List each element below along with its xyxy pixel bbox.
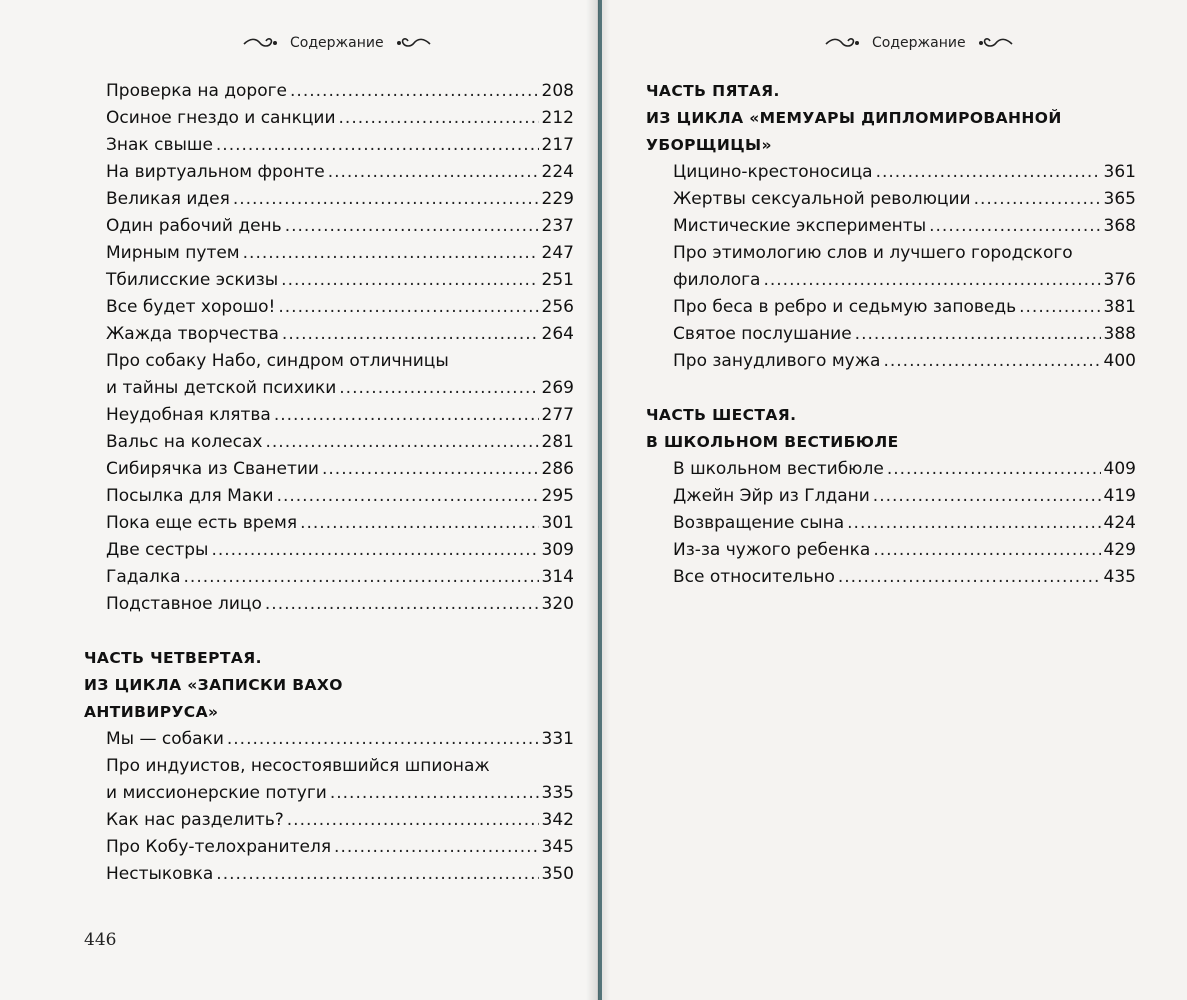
entry-page: 320: [541, 594, 574, 614]
toc-entry[interactable]: [106, 726, 574, 753]
leader-dots: [278, 294, 538, 321]
right-page: [602, 0, 1187, 1000]
entry-page: 229: [541, 189, 574, 209]
entry-title: Про занудливого мужа: [673, 351, 881, 371]
entry-title: Проверка на дороге: [106, 81, 288, 101]
part-heading[interactable]: ИЗ ЦИКЛА «МЕМУАРЫ ДИПЛОМИРОВАННОЙ: [646, 109, 1062, 127]
entry-title: Тбилисские эскизы: [106, 270, 279, 290]
leader-dots: [184, 564, 539, 591]
toc-entry[interactable]: [673, 321, 1136, 348]
entry-page: 269: [541, 378, 574, 398]
entry-title: Мистические эксперименты: [673, 216, 927, 236]
entry-page: 281: [541, 432, 574, 452]
leader-dots: [887, 456, 1101, 483]
toc-entry[interactable]: [673, 483, 1136, 510]
entry-page: 295: [541, 486, 574, 506]
entry-title: Посылка для Маки: [106, 486, 274, 506]
toc-entry[interactable]: [673, 348, 1136, 375]
leader-dots: [838, 564, 1101, 591]
entry-page: 247: [541, 243, 574, 263]
entry-page: 429: [1103, 540, 1136, 560]
entry-title: Нестыковка: [106, 864, 214, 884]
toc-entry[interactable]: [673, 537, 1136, 564]
leader-dots: [1019, 294, 1100, 321]
toc-entry[interactable]: [106, 861, 574, 888]
toc-entry[interactable]: [106, 186, 574, 213]
entry-title: Мирным путем: [106, 243, 240, 263]
entry-title: Из-за чужого ребенка: [673, 540, 871, 560]
entry-page: 224: [541, 162, 574, 182]
entry-page: 256: [541, 297, 574, 317]
entry-title: Все относительно: [673, 567, 835, 587]
toc-entry[interactable]: [106, 132, 574, 159]
entry-title: Жертвы сексуальной революции: [673, 189, 971, 209]
leader-dots: [243, 240, 539, 267]
toc-entry[interactable]: [106, 537, 574, 564]
entry-page: 400: [1103, 351, 1136, 371]
toc-entry[interactable]: [106, 294, 574, 321]
leader-dots: [330, 780, 539, 807]
entry-title: Гадалка: [106, 567, 181, 587]
part-heading[interactable]: ЧАСТЬ ПЯТАЯ.: [646, 82, 780, 100]
leader-dots: [227, 726, 539, 753]
toc-entry[interactable]: [106, 375, 574, 402]
toc-entry[interactable]: [106, 510, 574, 537]
entry-title-line1[interactable]: Про собаку Набо, синдром отличницы: [106, 351, 449, 371]
leader-dots: [211, 537, 538, 564]
spacer: [646, 375, 1136, 402]
toc-right: [646, 78, 1136, 591]
entry-page: 345: [541, 837, 574, 857]
running-header-title: Содержание: [290, 35, 384, 51]
leader-dots: [339, 375, 538, 402]
entry-title: Как нас разделить?: [106, 810, 284, 830]
entry-page: 251: [541, 270, 574, 290]
leader-dots: [265, 429, 538, 456]
leader-dots: [216, 132, 539, 159]
toc-entry[interactable]: [106, 807, 574, 834]
leader-dots: [290, 78, 539, 105]
book-spine-shadow: [586, 0, 610, 1000]
entry-page: 419: [1103, 486, 1136, 506]
entry-title: Неудобная клятва: [106, 405, 271, 425]
entry-page: 424: [1103, 513, 1136, 533]
leader-dots: [974, 186, 1101, 213]
entry-page: 286: [541, 459, 574, 479]
toc-entry[interactable]: [673, 564, 1136, 591]
entry-title: Сибирячка из Сванетии: [106, 459, 319, 479]
entry-title: Две сестры: [106, 540, 209, 560]
ornament-right-icon: [976, 35, 1014, 51]
running-header-left: [242, 32, 432, 54]
part-heading[interactable]: ЧАСТЬ ЧЕТВЕРТАЯ.: [84, 649, 262, 667]
toc-entry[interactable]: [106, 78, 574, 105]
ornament-right-icon: [394, 35, 432, 51]
toc-entry[interactable]: [106, 780, 574, 807]
page-number: 446: [84, 930, 117, 950]
part-heading[interactable]: В ШКОЛЬНОМ ВЕСТИБЮЛЕ: [646, 433, 899, 451]
leader-dots: [929, 213, 1100, 240]
toc-entry[interactable]: [106, 402, 574, 429]
leader-dots: [855, 321, 1101, 348]
toc-entry[interactable]: [673, 510, 1136, 537]
entry-page: 368: [1103, 216, 1136, 236]
entry-page: 212: [541, 108, 574, 128]
leader-dots: [883, 348, 1100, 375]
toc-entry[interactable]: [106, 834, 574, 861]
entry-title: Один рабочий день: [106, 216, 282, 236]
entry-page: 301: [541, 513, 574, 533]
toc-entry[interactable]: [106, 591, 574, 618]
toc-entry[interactable]: [106, 483, 574, 510]
part-heading[interactable]: АНТИВИРУСА»: [84, 703, 219, 721]
entry-title: Вальс на колесах: [106, 432, 263, 452]
leader-dots: [233, 186, 539, 213]
entry-page: 435: [1103, 567, 1136, 587]
ornament-left-icon: [242, 35, 280, 51]
leader-dots: [265, 591, 539, 618]
part6-entries: [673, 456, 1136, 591]
entry-page: 264: [541, 324, 574, 344]
leader-dots: [328, 159, 539, 186]
entry-title: Цицино-крестоносица: [673, 162, 873, 182]
leader-dots: [216, 861, 538, 888]
toc-entry[interactable]: [673, 213, 1136, 240]
leader-dots: [287, 807, 539, 834]
leader-dots: [282, 321, 539, 348]
entry-page: 381: [1103, 297, 1136, 317]
entry-page: 409: [1103, 459, 1136, 479]
entry-page: 208: [541, 81, 574, 101]
leader-dots: [274, 402, 539, 429]
leader-dots: [339, 105, 539, 132]
entry-page: 217: [541, 135, 574, 155]
entry-title: В школьном вестибюле: [673, 459, 884, 479]
leader-dots: [334, 834, 539, 861]
part-heading[interactable]: УБОРЩИЦЫ»: [646, 136, 772, 154]
entry-title: Подставное лицо: [106, 594, 262, 614]
part-heading[interactable]: ИЗ ЦИКЛА «ЗАПИСКИ ВАХО: [84, 676, 343, 694]
leader-dots: [281, 267, 538, 294]
toc-entry[interactable]: [673, 267, 1136, 294]
entry-title: и тайны детской психики: [106, 378, 337, 398]
entry-title: и миссионерские потуги: [106, 783, 327, 803]
entry-title: Про Кобу-телохранителя: [106, 837, 332, 857]
entry-title: Жажда творчества: [106, 324, 279, 344]
entry-title: Святое послушание: [673, 324, 852, 344]
part5-entries: [673, 159, 1136, 375]
entry-title: Осиное гнездо и санкции: [106, 108, 336, 128]
entry-title: Про беса в ребро и седьмую заповедь: [673, 297, 1017, 317]
leader-dots: [300, 510, 538, 537]
entry-page: 335: [541, 783, 574, 803]
entry-title: Все будет хорошо!: [106, 297, 276, 317]
leader-dots: [322, 456, 539, 483]
entry-title-line1[interactable]: Про этимологию слов и лучшего городского: [673, 243, 1073, 263]
entry-page: 314: [541, 567, 574, 587]
toc-entry[interactable]: [106, 267, 574, 294]
running-header-title: Содержание: [872, 35, 966, 51]
toc-entry[interactable]: [673, 456, 1136, 483]
toc-entry[interactable]: [106, 429, 574, 456]
leader-dots: [847, 510, 1100, 537]
entry-title: филолога: [673, 270, 761, 290]
toc-entry[interactable]: [106, 105, 574, 132]
entry-page: 237: [541, 216, 574, 236]
toc-entry[interactable]: [673, 186, 1136, 213]
part-heading[interactable]: ЧАСТЬ ШЕСТАЯ.: [646, 406, 797, 424]
toc-entry[interactable]: [673, 159, 1136, 186]
leader-dots: [873, 483, 1101, 510]
leader-dots: [873, 537, 1100, 564]
entry-title: Мы — собаки: [106, 729, 224, 749]
entry-page: 331: [541, 729, 574, 749]
entry-title: Джейн Эйр из Глдани: [673, 486, 870, 506]
entry-page: 376: [1103, 270, 1136, 290]
toc-entry[interactable]: [106, 213, 574, 240]
entry-title-line1[interactable]: Про индуистов, несостоявшийся шпионаж: [106, 756, 490, 776]
entry-page: 365: [1103, 189, 1136, 209]
toc-left: [84, 78, 574, 888]
leader-dots: [763, 267, 1100, 294]
running-header-right: [824, 32, 1014, 54]
entry-title: Пока еще есть время: [106, 513, 298, 533]
ornament-left-icon: [824, 35, 862, 51]
leader-dots: [876, 159, 1101, 186]
spacer: [106, 618, 574, 645]
toc-entry[interactable]: [106, 159, 574, 186]
entry-page: 309: [541, 540, 574, 560]
entry-title: Возвращение сына: [673, 513, 845, 533]
entry-title: Знак свыше: [106, 135, 213, 155]
entry-page: 350: [541, 864, 574, 884]
entry-title: На виртуальном фронте: [106, 162, 325, 182]
entry-page: 388: [1103, 324, 1136, 344]
entry-page: 277: [541, 405, 574, 425]
entry-title: Великая идея: [106, 189, 230, 209]
toc-entry[interactable]: [106, 564, 574, 591]
toc-entry[interactable]: [106, 321, 574, 348]
leader-dots: [277, 483, 539, 510]
toc-entry[interactable]: [106, 240, 574, 267]
entry-page: 361: [1103, 162, 1136, 182]
toc-entry[interactable]: [106, 456, 574, 483]
toc-entry[interactable]: [673, 294, 1136, 321]
leader-dots: [285, 213, 539, 240]
entry-page: 342: [541, 810, 574, 830]
